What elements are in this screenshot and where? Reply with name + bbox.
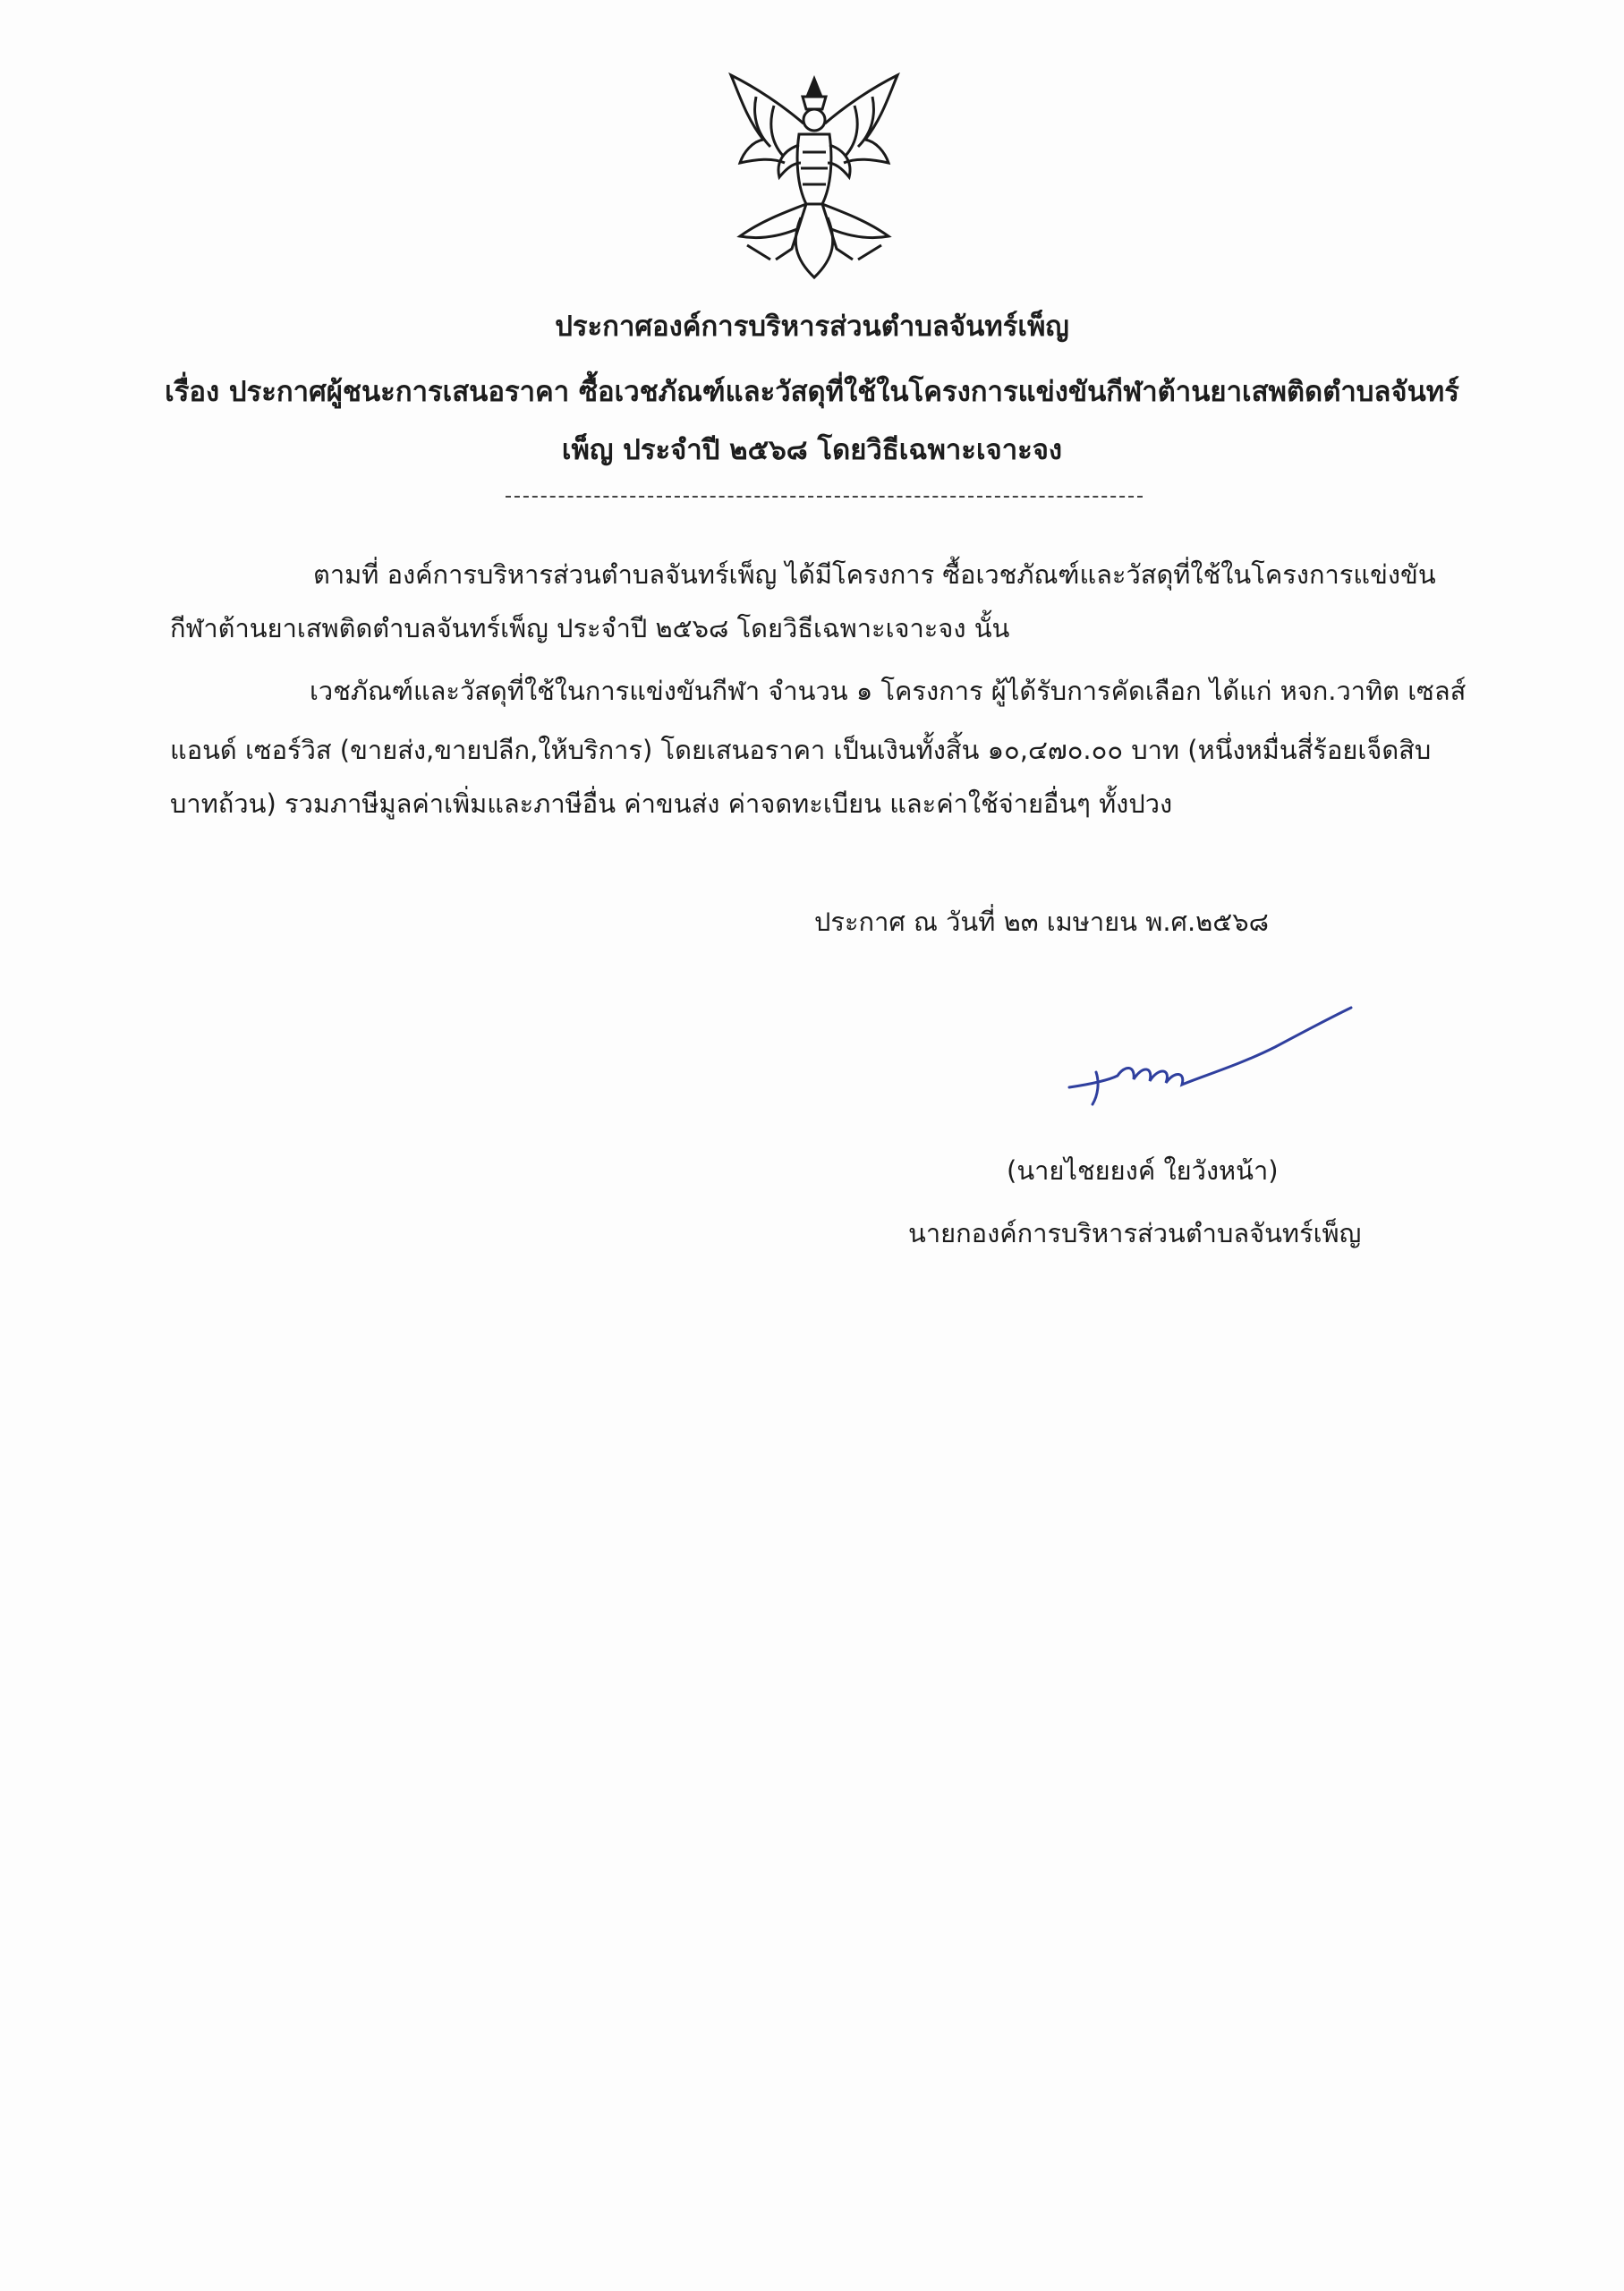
paragraph-2-line-2: แอนด์ เซอร์วิส (ขายส่ง,ขายปลีก,ให้บริการ) โดยเสนอราคา เป็นเงินทั้งสิ้น ๑๐,๔๗๐.๐๐ บาท (หนึ่งหมื่นสี่ร้อยเจ็ดสิบ [170,735,1432,765]
divider [506,496,1143,498]
subject-line-1: เรื่อง ประกาศผู้ชนะการเสนอราคา ซื้อเวชภัณฑ์และวัสดุที่ใช้ในโครงการแข่งขันกีฬาต้านยาเสพติดตำบลจันทร์ [165,376,1459,408]
signer-name: (นายไชยยงค์ ใยวังหน้า) [1007,1155,1279,1186]
paragraph-1-line-1: ตามที่ องค์การบริหารส่วนตำบลจันทร์เพ็ญ ได้มีโครงการ ซื้อเวชภัณฑ์และวัสดุที่ใช้ในโครงการแข่งขัน [313,559,1436,590]
handwritten-signature-icon [1060,1002,1356,1110]
document-title: ประกาศองค์การบริหารส่วนตำบลจันทร์เพ็ญ [555,311,1069,343]
paragraph-2-line-1: เวชภัณฑ์และวัสดุที่ใช้ในการแข่งขันกีฬา จำนวน ๑ โครงการ ผู้ได้รับการคัดเลือก ได้แก่ หจก.วาทิต เซลส์ [310,676,1467,706]
paragraph-1-line-2: กีฬาต้านยาเสพติดตำบลจันทร์เพ็ญ ประจำปี ๒๕๖๘ โดยวิธีเฉพาะเจาะจง นั้น [170,613,1010,643]
paragraph-2-line-3: บาทถ้วน) รวมภาษีมูลค่าเพิ่มและภาษีอื่น ค่าขนส่ง ค่าจดทะเบียน และค่าใช้จ่ายอื่นๆ ทั้งปวง [170,788,1173,819]
garuda-emblem-icon [720,70,908,285]
subject-line-2: เพ็ญ ประจำปี ๒๕๖๘ โดยวิธีเฉพาะเจาะจง [561,434,1063,466]
announce-date: ประกาศ ณ วันที่ ๒๓ เมษายน พ.ศ.๒๕๖๘ [814,907,1270,937]
signer-position: นายกองค์การบริหารส่วนตำบลจันทร์เพ็ญ [908,1218,1362,1248]
